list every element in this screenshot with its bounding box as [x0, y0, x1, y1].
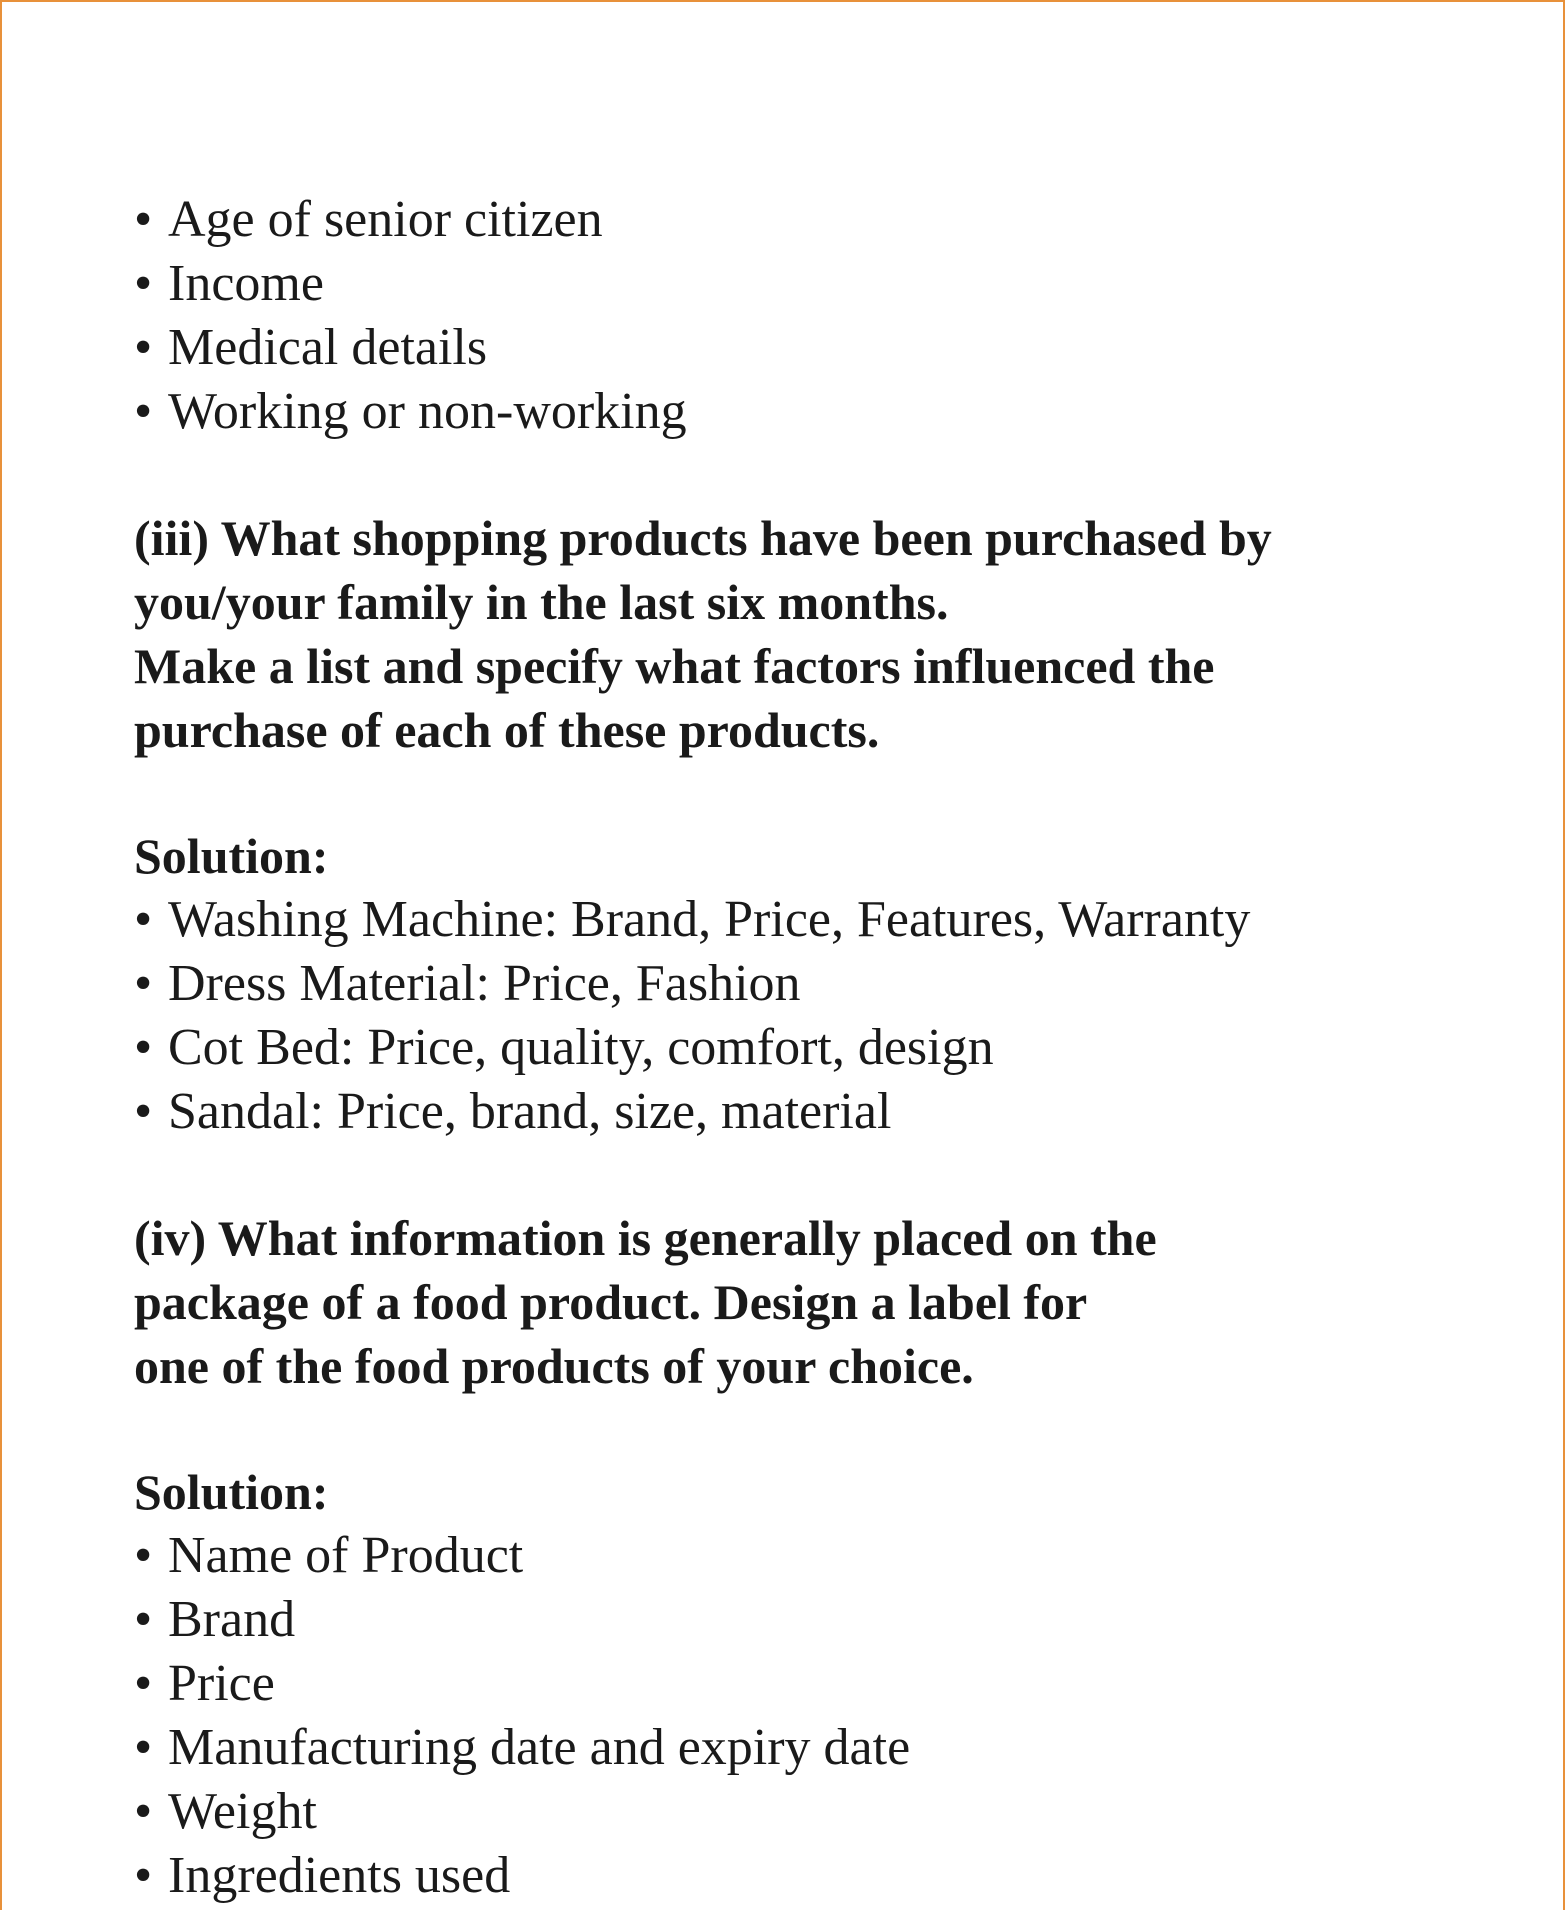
question-line: purchase of each of these products.: [134, 702, 880, 758]
bullet-icon: •: [134, 319, 153, 376]
solution-iv-list: [134, 1524, 1514, 1908]
question-iv: [134, 1206, 1514, 1398]
bullet-icon: •: [134, 1783, 153, 1840]
bullet-icon: •: [134, 1527, 153, 1584]
question-line: package of a food product. Design a label for: [134, 1274, 1088, 1330]
intro-bullet-list: [134, 188, 1514, 444]
list-item: • Cot Bed: Price, quality, comfort, design: [134, 1016, 1514, 1080]
bullet-icon: •: [134, 191, 153, 248]
list-item: • Sandal: Price, brand, size, material: [134, 1080, 1514, 1144]
list-item: • Name of Product: [134, 1524, 1514, 1588]
bullet-icon: •: [134, 1847, 153, 1904]
solution-iv-label: Solution:: [134, 1464, 329, 1520]
list-item: • Medical details: [134, 316, 1514, 380]
list-item: • Weight: [134, 1780, 1514, 1844]
bullet-icon: •: [134, 955, 153, 1012]
bullet-icon: •: [134, 1591, 153, 1648]
list-item: • Manufacturing date and expiry date: [134, 1716, 1514, 1780]
list-item: • Income: [134, 252, 1514, 316]
solution-iii-list: [134, 888, 1514, 1144]
question-line: Make a list and specify what factors influenced the: [134, 638, 1215, 694]
list-item: • Dress Material: Price, Fashion: [134, 952, 1514, 1016]
bullet-icon: •: [134, 891, 153, 948]
bullet-icon: •: [134, 1655, 153, 1712]
question-iii: [134, 506, 1514, 762]
document-content: [134, 188, 1514, 1908]
list-item: • Brand: [134, 1588, 1514, 1652]
question-line: one of the food products of your choice.: [134, 1338, 974, 1394]
list-item: • Ingredients used: [134, 1844, 1514, 1908]
question-line: you/your family in the last six months.: [134, 574, 949, 630]
question-line: (iii) What shopping products have been purchased by: [134, 510, 1272, 566]
bullet-icon: •: [134, 1719, 153, 1776]
bullet-icon: •: [134, 1083, 153, 1140]
solution-iii-label: Solution:: [134, 828, 329, 884]
list-item: • Working or non-working: [134, 380, 1514, 444]
list-item: • Price: [134, 1652, 1514, 1716]
list-item: • Washing Machine: Brand, Price, Features, Warranty: [134, 888, 1514, 952]
bullet-icon: •: [134, 1019, 153, 1076]
list-item: • Age of senior citizen: [134, 188, 1514, 252]
bullet-icon: •: [134, 383, 153, 440]
bullet-icon: •: [134, 255, 153, 312]
question-line: (iv) What information is generally placed on the: [134, 1210, 1157, 1266]
